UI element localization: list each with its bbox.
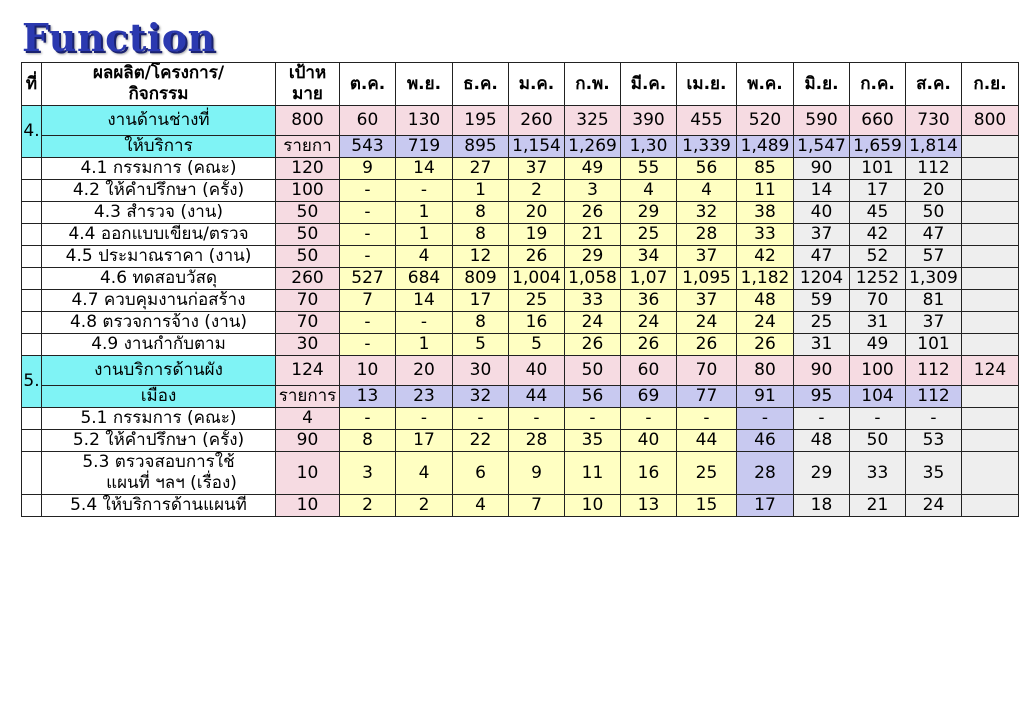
row-value: 112 — [906, 158, 962, 180]
row-spacer — [22, 408, 42, 430]
table-row — [22, 246, 1019, 268]
row-value: 35 — [906, 452, 962, 495]
section-target: 124 — [276, 356, 340, 386]
plan-value: 30 — [453, 356, 509, 386]
row-value: 35 — [565, 430, 621, 452]
row-value: 26 — [621, 334, 677, 356]
row-value: 33 — [565, 290, 621, 312]
row-value: 37 — [677, 246, 737, 268]
section-name-line2: เมือง — [42, 386, 276, 408]
row-value: 37 — [677, 290, 737, 312]
header-month: พ.ย. — [396, 63, 453, 106]
row-value: 59 — [794, 290, 850, 312]
row-value: - — [509, 408, 565, 430]
row-value: - — [396, 312, 453, 334]
row-value: 48 — [794, 430, 850, 452]
row-value: 31 — [850, 312, 906, 334]
row-value: 40 — [794, 202, 850, 224]
actual-value: 719 — [396, 136, 453, 158]
row-value — [962, 268, 1019, 290]
row-value: 47 — [906, 224, 962, 246]
row-spacer — [22, 246, 42, 268]
row-name: 4.1 กรรมการ (คณะ) — [42, 158, 276, 180]
row-value: 11 — [565, 452, 621, 495]
row-name-line1: 5.3 ตรวจสอบการใช้ — [82, 452, 235, 472]
row-value: 20 — [906, 180, 962, 202]
row-name-line2: แผนที่ ฯลฯ (เรื่อง) — [106, 473, 237, 493]
section-name-line1: งานด้านช่างที่ — [42, 106, 276, 136]
plan-value: 80 — [737, 356, 794, 386]
table-row — [22, 495, 1019, 517]
plan-value: 730 — [906, 106, 962, 136]
row-spacer — [22, 452, 42, 495]
row-target: 50 — [276, 202, 340, 224]
row-target: 90 — [276, 430, 340, 452]
row-value: 29 — [565, 246, 621, 268]
row-value: 36 — [621, 290, 677, 312]
header-month: เม.ย. — [677, 63, 737, 106]
section-target-unit: รายกา — [276, 136, 340, 158]
actual-value: 543 — [340, 136, 396, 158]
row-target: 70 — [276, 290, 340, 312]
row-value: 17 — [396, 430, 453, 452]
row-value: - — [906, 408, 962, 430]
row-value: 26 — [677, 334, 737, 356]
row-value: 1,004 — [509, 268, 565, 290]
row-value: 14 — [396, 158, 453, 180]
row-target: 4 — [276, 408, 340, 430]
actual-value: 895 — [453, 136, 509, 158]
row-value: 26 — [737, 334, 794, 356]
row-value: 38 — [737, 202, 794, 224]
row-value: - — [340, 180, 396, 202]
row-value: - — [850, 408, 906, 430]
header-item — [42, 63, 276, 106]
row-target: 50 — [276, 246, 340, 268]
section-name-line2: ให้บริการ — [42, 136, 276, 158]
row-value: 40 — [621, 430, 677, 452]
plan-value: 455 — [677, 106, 737, 136]
row-value: 1,309 — [906, 268, 962, 290]
row-value: 26 — [565, 202, 621, 224]
row-value: 2 — [509, 180, 565, 202]
row-value: 2 — [396, 495, 453, 517]
row-value: 25 — [794, 312, 850, 334]
row-value: 5 — [509, 334, 565, 356]
row-value: 81 — [906, 290, 962, 312]
row-value: 18 — [794, 495, 850, 517]
header-month: มิ.ย. — [794, 63, 850, 106]
section-target: 800 — [276, 106, 340, 136]
row-spacer — [22, 180, 42, 202]
row-value — [962, 246, 1019, 268]
row-value: 1,058 — [565, 268, 621, 290]
section-number: 4. — [22, 106, 42, 158]
row-value: - — [396, 180, 453, 202]
plan-value: 100 — [850, 356, 906, 386]
row-value — [962, 290, 1019, 312]
row-value: 34 — [621, 246, 677, 268]
row-value: 684 — [396, 268, 453, 290]
table-row — [22, 158, 1019, 180]
row-value: 44 — [677, 430, 737, 452]
actual-value: 69 — [621, 386, 677, 408]
table-row — [22, 224, 1019, 246]
row-name: 5.4 ให้บริการด้านแผนที่ — [42, 495, 276, 517]
row-value: - — [396, 408, 453, 430]
row-name: 4.7 ควบคุมงานก่อสร้าง — [42, 290, 276, 312]
row-value: 49 — [565, 158, 621, 180]
row-value: 70 — [850, 290, 906, 312]
row-value: 9 — [509, 452, 565, 495]
actual-value: 91 — [737, 386, 794, 408]
row-value: 24 — [737, 312, 794, 334]
row-value: 1 — [396, 334, 453, 356]
row-value: 29 — [621, 202, 677, 224]
row-value: - — [565, 408, 621, 430]
row-value: 17 — [850, 180, 906, 202]
plan-value: 60 — [340, 106, 396, 136]
row-value: 1 — [396, 202, 453, 224]
row-value: 31 — [794, 334, 850, 356]
row-value: 37 — [509, 158, 565, 180]
row-value: 90 — [794, 158, 850, 180]
actual-value: 1,30 — [621, 136, 677, 158]
row-value: 4 — [677, 180, 737, 202]
row-value: 11 — [737, 180, 794, 202]
row-value: 101 — [850, 158, 906, 180]
row-name: 4.3 สำรวจ (งาน) — [42, 202, 276, 224]
row-value: 5 — [453, 334, 509, 356]
row-value: 20 — [509, 202, 565, 224]
row-value: - — [621, 408, 677, 430]
plan-value: 60 — [621, 356, 677, 386]
header-month: ก.พ. — [565, 63, 621, 106]
row-value — [962, 495, 1019, 517]
row-value: 16 — [621, 452, 677, 495]
performance-table — [21, 62, 1019, 517]
section-target-unit: รายการ — [276, 386, 340, 408]
row-value: 8 — [453, 312, 509, 334]
row-value: 3 — [565, 180, 621, 202]
table-row — [22, 202, 1019, 224]
plan-value: 50 — [565, 356, 621, 386]
page-title: Function — [22, 15, 216, 60]
header-month: ต.ค. — [340, 63, 396, 106]
header-target — [276, 63, 340, 106]
row-value: 37 — [794, 224, 850, 246]
row-spacer — [22, 268, 42, 290]
row-value — [962, 430, 1019, 452]
row-value: - — [794, 408, 850, 430]
table-row — [22, 268, 1019, 290]
section-actual-row — [22, 386, 1019, 408]
plan-value: 800 — [962, 106, 1019, 136]
section-plan-row — [22, 356, 1019, 386]
actual-value: 95 — [794, 386, 850, 408]
row-spacer — [22, 430, 42, 452]
row-value: 2 — [340, 495, 396, 517]
row-value: 14 — [396, 290, 453, 312]
row-value: 50 — [906, 202, 962, 224]
row-value: 28 — [509, 430, 565, 452]
row-value — [962, 224, 1019, 246]
row-value: 22 — [453, 430, 509, 452]
row-value: 1 — [453, 180, 509, 202]
actual-value: 112 — [906, 386, 962, 408]
row-value: 4 — [621, 180, 677, 202]
actual-value: 1,154 — [509, 136, 565, 158]
row-value: 7 — [340, 290, 396, 312]
header-month: ธ.ค. — [453, 63, 509, 106]
row-value: 21 — [850, 495, 906, 517]
row-target: 50 — [276, 224, 340, 246]
row-value: - — [340, 202, 396, 224]
row-value: 25 — [677, 452, 737, 495]
row-name: 5.1 กรรมการ (คณะ) — [42, 408, 276, 430]
row-value: 47 — [794, 246, 850, 268]
header-target-line1: เป้าห — [288, 63, 327, 83]
header-month: ส.ค. — [906, 63, 962, 106]
row-value: 8 — [453, 224, 509, 246]
row-name: 5.2 ให้คำปรึกษา (ครั้ง) — [42, 430, 276, 452]
row-target: 10 — [276, 495, 340, 517]
row-value: 13 — [621, 495, 677, 517]
row-value: 42 — [737, 246, 794, 268]
header-month: มี.ค. — [621, 63, 677, 106]
row-value: 26 — [509, 246, 565, 268]
row-name: 4.6 ทดสอบวัสดุ — [42, 268, 276, 290]
row-value: 48 — [737, 290, 794, 312]
row-value: 4 — [396, 246, 453, 268]
row-value: 27 — [453, 158, 509, 180]
table-row — [22, 408, 1019, 430]
row-value: 6 — [453, 452, 509, 495]
row-value: 14 — [794, 180, 850, 202]
plan-value: 260 — [509, 106, 565, 136]
actual-value — [962, 136, 1019, 158]
table-row — [22, 290, 1019, 312]
plan-value: 195 — [453, 106, 509, 136]
plan-value: 660 — [850, 106, 906, 136]
table-row — [22, 430, 1019, 452]
row-value: 42 — [850, 224, 906, 246]
plan-value: 130 — [396, 106, 453, 136]
row-value: 24 — [677, 312, 737, 334]
header-no: ที่ — [22, 63, 42, 106]
row-value: 55 — [621, 158, 677, 180]
header-row — [22, 63, 1019, 106]
row-value: 9 — [340, 158, 396, 180]
row-value — [962, 452, 1019, 495]
header-month: ก.ย. — [962, 63, 1019, 106]
row-value: 4 — [453, 495, 509, 517]
row-value: - — [340, 246, 396, 268]
row-value: 12 — [453, 246, 509, 268]
row-value: 85 — [737, 158, 794, 180]
row-spacer — [22, 495, 42, 517]
row-name: 4.9 งานกำกับตาม — [42, 334, 276, 356]
plan-value: 20 — [396, 356, 453, 386]
row-value: 24 — [906, 495, 962, 517]
row-value: 50 — [850, 430, 906, 452]
actual-value: 44 — [509, 386, 565, 408]
row-value: 26 — [565, 334, 621, 356]
plan-value: 325 — [565, 106, 621, 136]
actual-value: 23 — [396, 386, 453, 408]
row-value: - — [340, 334, 396, 356]
header-month: ก.ค. — [850, 63, 906, 106]
actual-value: 1,659 — [850, 136, 906, 158]
plan-value: 590 — [794, 106, 850, 136]
row-value — [962, 158, 1019, 180]
plan-value: 90 — [794, 356, 850, 386]
row-value: 8 — [453, 202, 509, 224]
row-value: 1204 — [794, 268, 850, 290]
row-spacer — [22, 312, 42, 334]
row-target: 120 — [276, 158, 340, 180]
row-target: 10 — [276, 452, 340, 495]
section-actual-row — [22, 136, 1019, 158]
row-target: 100 — [276, 180, 340, 202]
row-value: 7 — [509, 495, 565, 517]
plan-value: 112 — [906, 356, 962, 386]
actual-value: 32 — [453, 386, 509, 408]
row-value: 1,182 — [737, 268, 794, 290]
row-value: - — [677, 408, 737, 430]
row-value: 46 — [737, 430, 794, 452]
row-name: 4.8 ตรวจการจ้าง (งาน) — [42, 312, 276, 334]
plan-value: 520 — [737, 106, 794, 136]
row-value: 53 — [906, 430, 962, 452]
plan-value: 10 — [340, 356, 396, 386]
row-value: 527 — [340, 268, 396, 290]
row-value: - — [453, 408, 509, 430]
row-value: 19 — [509, 224, 565, 246]
row-value: 49 — [850, 334, 906, 356]
row-name: 4.5 ประมาณราคา (งาน) — [42, 246, 276, 268]
section-name-line1: งานบริการด้านผัง — [42, 356, 276, 386]
plan-value: 390 — [621, 106, 677, 136]
actual-value — [962, 386, 1019, 408]
table-row — [22, 452, 1019, 495]
row-value: 32 — [677, 202, 737, 224]
row-value: 24 — [565, 312, 621, 334]
actual-value: 104 — [850, 386, 906, 408]
row-value: - — [737, 408, 794, 430]
row-value: - — [340, 312, 396, 334]
header-month: พ.ค. — [737, 63, 794, 106]
row-spacer — [22, 290, 42, 312]
row-spacer — [22, 224, 42, 246]
row-value: 1 — [396, 224, 453, 246]
row-value: 33 — [850, 452, 906, 495]
row-name: 4.4 ออกแบบเขียน/ตรวจ — [42, 224, 276, 246]
row-value: 28 — [677, 224, 737, 246]
row-value: 1,095 — [677, 268, 737, 290]
row-target: 30 — [276, 334, 340, 356]
row-spacer — [22, 202, 42, 224]
header-item-line1: ผลผลิต/โครงการ/ — [92, 63, 225, 83]
table-row — [22, 334, 1019, 356]
row-value: 1252 — [850, 268, 906, 290]
row-value: 1,07 — [621, 268, 677, 290]
actual-value: 1,339 — [677, 136, 737, 158]
section-number: 5. — [22, 356, 42, 408]
row-value: - — [340, 224, 396, 246]
table-row — [22, 312, 1019, 334]
row-value: 25 — [621, 224, 677, 246]
actual-value: 1,269 — [565, 136, 621, 158]
plan-value: 124 — [962, 356, 1019, 386]
header-target-line2: มาย — [292, 84, 323, 104]
plan-value: 40 — [509, 356, 565, 386]
row-value: 3 — [340, 452, 396, 495]
row-value: 16 — [509, 312, 565, 334]
row-value: 45 — [850, 202, 906, 224]
row-value: - — [340, 408, 396, 430]
row-value: 101 — [906, 334, 962, 356]
row-value: 25 — [509, 290, 565, 312]
row-value: 17 — [737, 495, 794, 517]
header-month: ม.ค. — [509, 63, 565, 106]
row-value: 17 — [453, 290, 509, 312]
section-plan-row — [22, 106, 1019, 136]
row-value: 8 — [340, 430, 396, 452]
row-value: 10 — [565, 495, 621, 517]
row-value: 809 — [453, 268, 509, 290]
row-value: 24 — [621, 312, 677, 334]
actual-value: 1,489 — [737, 136, 794, 158]
row-value: 37 — [906, 312, 962, 334]
row-value: 21 — [565, 224, 621, 246]
row-value: 33 — [737, 224, 794, 246]
plan-value: 70 — [677, 356, 737, 386]
table-row — [22, 180, 1019, 202]
row-value: 15 — [677, 495, 737, 517]
actual-value: 1,547 — [794, 136, 850, 158]
row-spacer — [22, 334, 42, 356]
actual-value: 77 — [677, 386, 737, 408]
row-value: 28 — [737, 452, 794, 495]
row-value: 57 — [906, 246, 962, 268]
row-value — [962, 334, 1019, 356]
actual-value: 1,814 — [906, 136, 962, 158]
row-value — [962, 180, 1019, 202]
row-target: 70 — [276, 312, 340, 334]
row-value — [962, 408, 1019, 430]
actual-value: 13 — [340, 386, 396, 408]
header-item-line2: กิจกรรม — [128, 84, 189, 104]
row-value: 4 — [396, 452, 453, 495]
row-name — [42, 452, 276, 495]
row-value: 29 — [794, 452, 850, 495]
row-value — [962, 202, 1019, 224]
row-target: 260 — [276, 268, 340, 290]
row-value — [962, 312, 1019, 334]
row-spacer — [22, 158, 42, 180]
row-value: 52 — [850, 246, 906, 268]
row-value: 56 — [677, 158, 737, 180]
row-name: 4.2 ให้คำปรึกษา (ครั้ง) — [42, 180, 276, 202]
actual-value: 56 — [565, 386, 621, 408]
